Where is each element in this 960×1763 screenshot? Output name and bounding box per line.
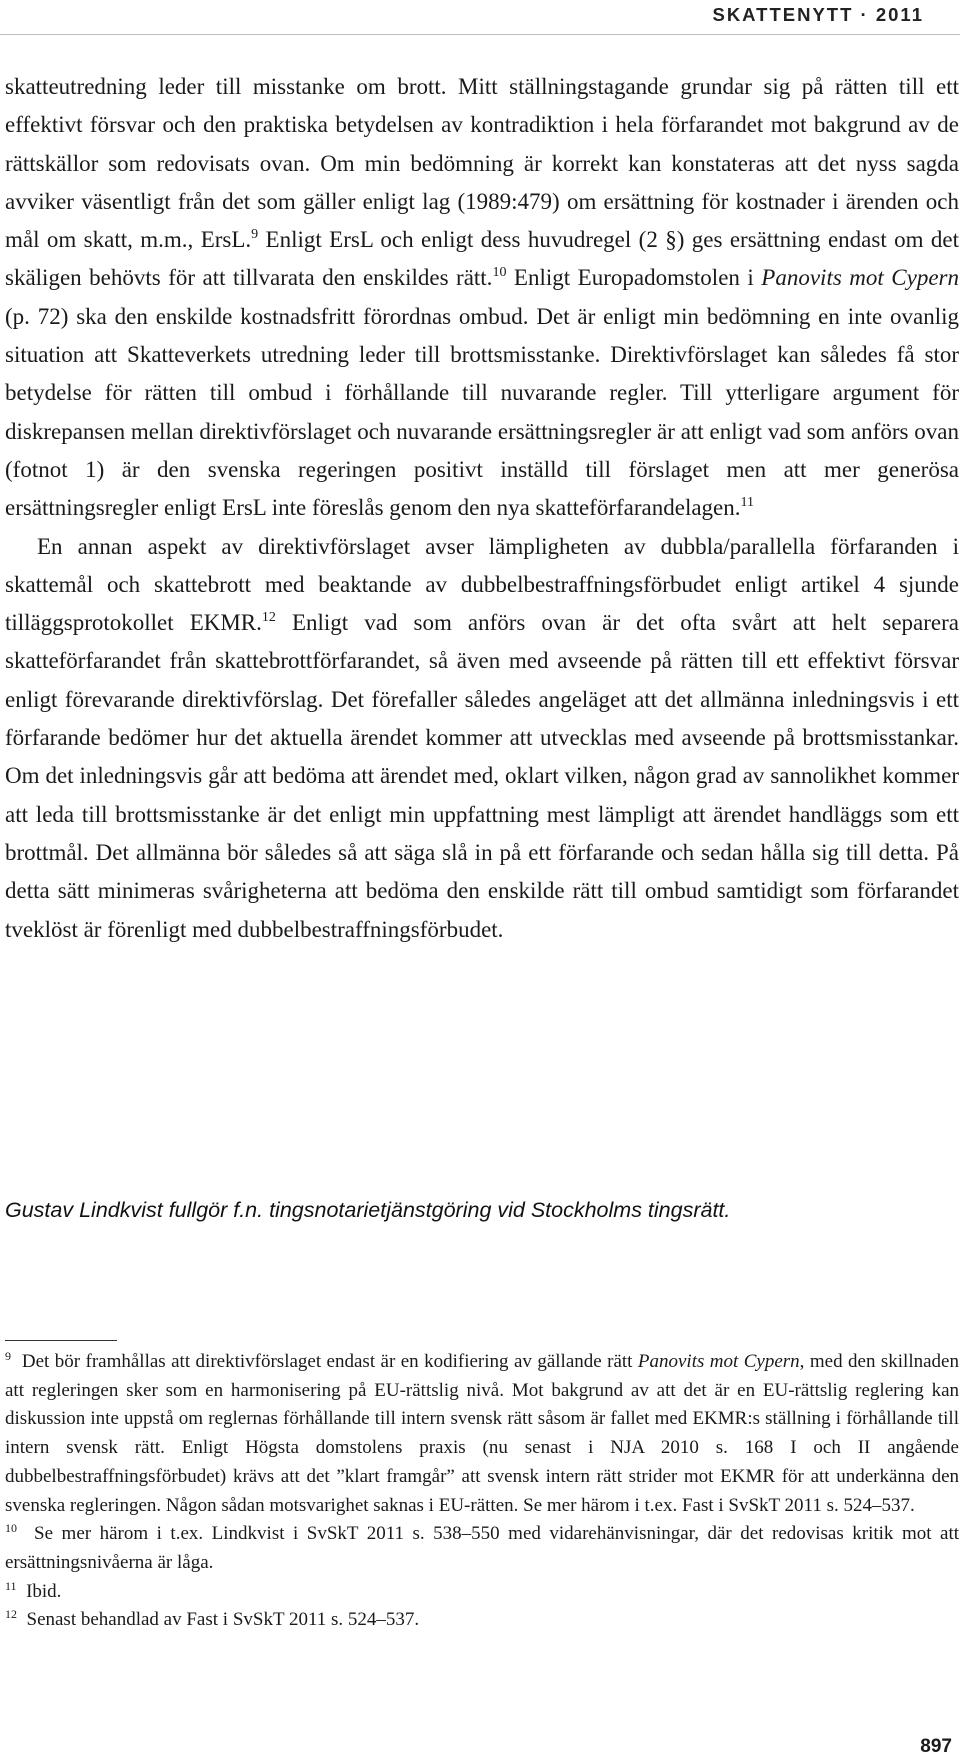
footnote-text: Ibid.: [26, 1580, 62, 1602]
footnote-reference[interactable]: 12: [261, 610, 276, 626]
footnote-reference[interactable]: 11: [740, 495, 754, 511]
footnote-text: Senast behandlad av Fast i SvSkT 2011 s. 524–537.: [26, 1609, 420, 1631]
body-paragraph: [5, 528, 959, 949]
footnote: [5, 1520, 959, 1577]
body-text-segment: Enligt ErsL och enligt dess huvudregel (2 §) ges ersättning endast om det skäligen behövts för att tillvarata den enskildes rätt.: [5, 227, 959, 291]
footnotes: [5, 1348, 959, 1635]
footnote-text: , med den skillnaden att regleringen sker som en harmonisering på EU-rättslig nivå. Mot bakgrund av att det är en EU-rättslig reglering kan diskussion inte uppstå om reglernas förhållande till intern svensk rätt såsom är fallet med EKMR:s ställning i förhållande till intern svensk rätt. Enligt Högsta domstolens praxis (nu senast i NJA 2010 s. 168 I och II angående dubbelbestraffningsförbudet) krävs att det ”klart framgår” att svensk intern rätt strider mot EKMR för att underkänna den svenska regleringen. Någon sådan motsvarighet saknas i EU-rätten. Se mer härom i t.ex. Fast i SvSkT 2011 s. 524–537.: [5, 1351, 959, 1516]
footnote-number: 10: [5, 1521, 17, 1536]
page-number: 897: [920, 1736, 952, 1757]
body-text-segment: En annan aspekt av direktivförslaget avser lämpligheten av dubbla/parallella förfaranden i skattemål och skattebrott med beaktande av dubbelbestraffningsförbudet enligt artikel 4 sjunde tilläggsprotokollet EKMR.: [5, 533, 959, 636]
body-paragraph: [5, 68, 959, 528]
body-text-segment: (p. 72) ska den enskilde kostnadsfritt förordnas ombud. Det är enligt min bedömning en inte ovanlig situation att Skatteverkets utredning leder till brottsmisstanke. Direktivförslaget kan således få stor betydelse för rätten till ombud i förhållande till nuvarande regler. Till ytterligare argument för diskrepansen mellan direktivförslaget och nuvarande ersättningsregler är att enligt vad som anförs ovan (fotnot 1) är den svenska regeringen positivt inställd till förslaget men att mer generösa ersättningsregler enligt ErsL inte föreslås genom den nya skatteförfarandelagen.: [5, 303, 959, 521]
footnote-number: 9: [5, 1349, 11, 1363]
footnote-divider: [5, 1340, 117, 1341]
running-header: [0, 0, 960, 35]
running-title: SKATTENYTT · 2011: [712, 4, 924, 25]
case-name: Panovits mot Cypern: [637, 1351, 800, 1372]
footnote-reference[interactable]: 10: [492, 265, 507, 281]
footnote: [5, 1606, 959, 1635]
footnote-text: Se mer härom i t.ex. Lindkvist i SvSkT 2011 s. 538–550 med vidarehänvisningar, där det redovisas kritik mot att ersättningsnivåerna är låga.: [5, 1523, 959, 1573]
footnote: [5, 1578, 959, 1607]
body-text-segment: skatteutredning leder till misstanke om brott. Mitt ställningstagande grundar sig på rätten till ett effektivt försvar och den praktiska betydelsen av kontradiktion i hela förfarandet mot bakgrund av de rättskällor som redovisats ovan. Om min bedömning är korrekt kan konstateras att det nyss sagda avviker väsentligt från det som gäller enligt lag (1989:479) om ersättning för kostnader i ärenden och mål om skatt, m.m., ErsL.: [5, 74, 959, 253]
footnote: [5, 1348, 959, 1520]
article-body: [5, 68, 959, 949]
footnote-number: 11: [5, 1578, 17, 1593]
footnote-number: 12: [5, 1607, 17, 1622]
body-text-segment: Enligt Europadomstolen i: [506, 265, 762, 291]
footnote-reference[interactable]: 9: [251, 227, 259, 243]
author-byline: Gustav Lindkvist fullgör f.n. tingsnotarietjänstgöring vid Stockholms tingsrätt.: [5, 1198, 731, 1222]
body-text-segment: Enligt vad som anförs ovan är det ofta svårt att helt separera skatteförfarandet från skattebrottförfarandet, så även med avseende på rätten till ett effektivt försvar enligt förevarande direktivförslag. Det förefaller således angeläget att det allmänna inledningsvis i ett förfarande bedömer hur det aktuella ärendet kommer att utvecklas med avseende på brottsmisstankar. Om det inledningsvis går att bedöma att ärendet med, oklart vilken, någon grad av sannolikhet kommer att leda till brottsmisstanke är det enligt min uppfattning mest lämpligt att ärendet handläggs som ett brottmål. Det allmänna bör således så att säga slå in på ett förfarande och sedan hålla sig till detta. På detta sätt minimeras svårigheterna att bedöma den enskilde rätt till ombud samtidigt som förfarandet tveklöst är förenligt med dubbelbestraffningsförbudet.: [5, 610, 959, 942]
footnote-text: Det bör framhållas att direktivförslaget endast är en kodifiering av gällande rätt: [21, 1351, 638, 1372]
case-name: Panovits mot Cypern: [761, 265, 959, 291]
